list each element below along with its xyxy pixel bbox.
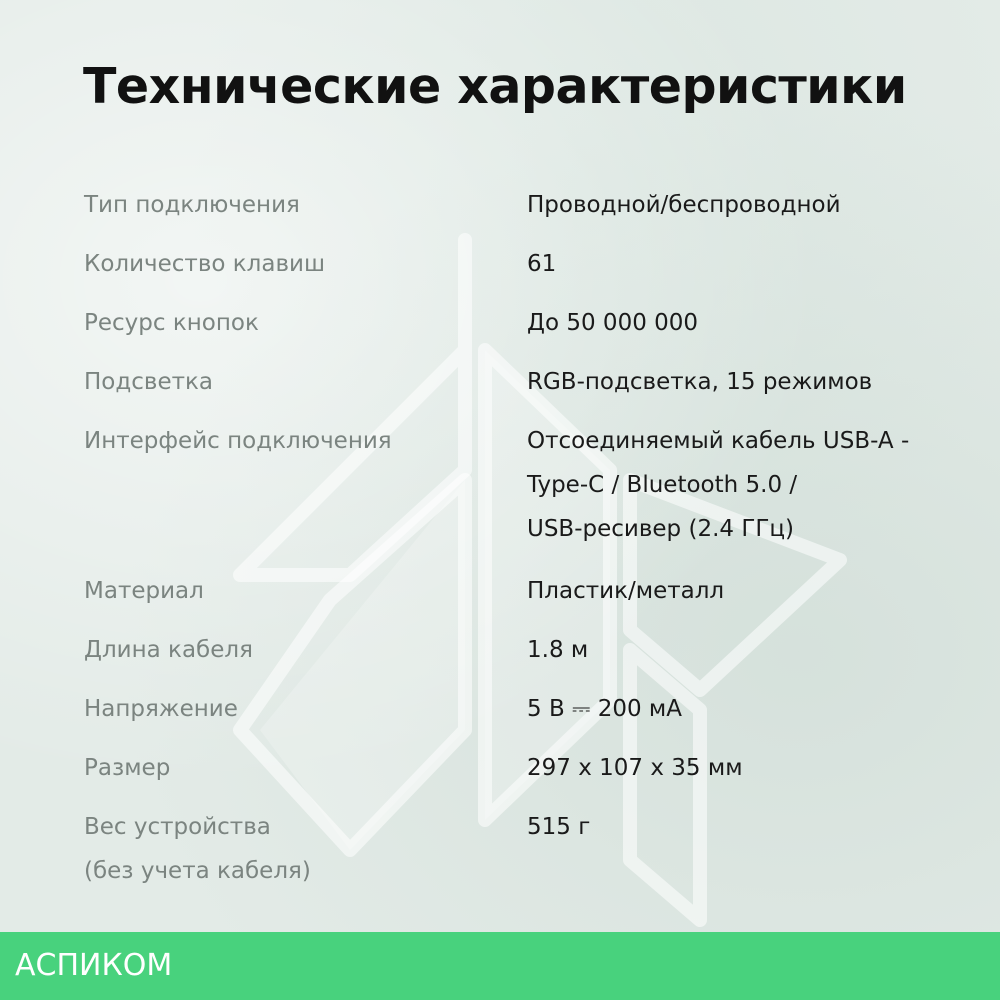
- spec-label: Ресурс кнопок: [84, 310, 259, 336]
- spec-value: 61: [527, 251, 557, 277]
- spec-label: Размер: [84, 755, 171, 781]
- spec-label: Подсветка: [84, 369, 214, 395]
- page-title: Технические характеристики: [83, 58, 907, 115]
- spec-value: Проводной/беспроводной: [527, 192, 841, 218]
- spec-value: Пластик/металл: [527, 578, 725, 604]
- spec-value: 1.8 м: [527, 637, 589, 663]
- spec-value: 5 В ⎓ 200 мА: [527, 696, 682, 722]
- spec-label: Материал: [84, 578, 204, 604]
- spec-label: Длина кабеля: [84, 637, 253, 663]
- footer-bar: [0, 932, 1000, 1000]
- spec-label: Напряжение: [84, 696, 238, 722]
- spec-label: Вес устройства (без учета кабеля): [84, 814, 311, 884]
- spec-value: 515 г: [527, 814, 591, 840]
- spec-label: Тип подключения: [84, 192, 300, 218]
- brand-name: АСПИКОМ: [15, 948, 173, 983]
- spec-label: Интерфейс подключения: [84, 428, 392, 454]
- spec-value: Отсоединяемый кабель USB-A - Type-C / Bluetooth 5.0 / USB-ресивер (2.4 ГГц): [527, 428, 910, 542]
- spec-value: До 50 000 000: [527, 310, 699, 336]
- spec-value: 297 x 107 x 35 мм: [527, 755, 743, 781]
- spec-value: RGB-подсветка, 15 режимов: [527, 369, 873, 395]
- spec-label: Количество клавиш: [84, 251, 326, 277]
